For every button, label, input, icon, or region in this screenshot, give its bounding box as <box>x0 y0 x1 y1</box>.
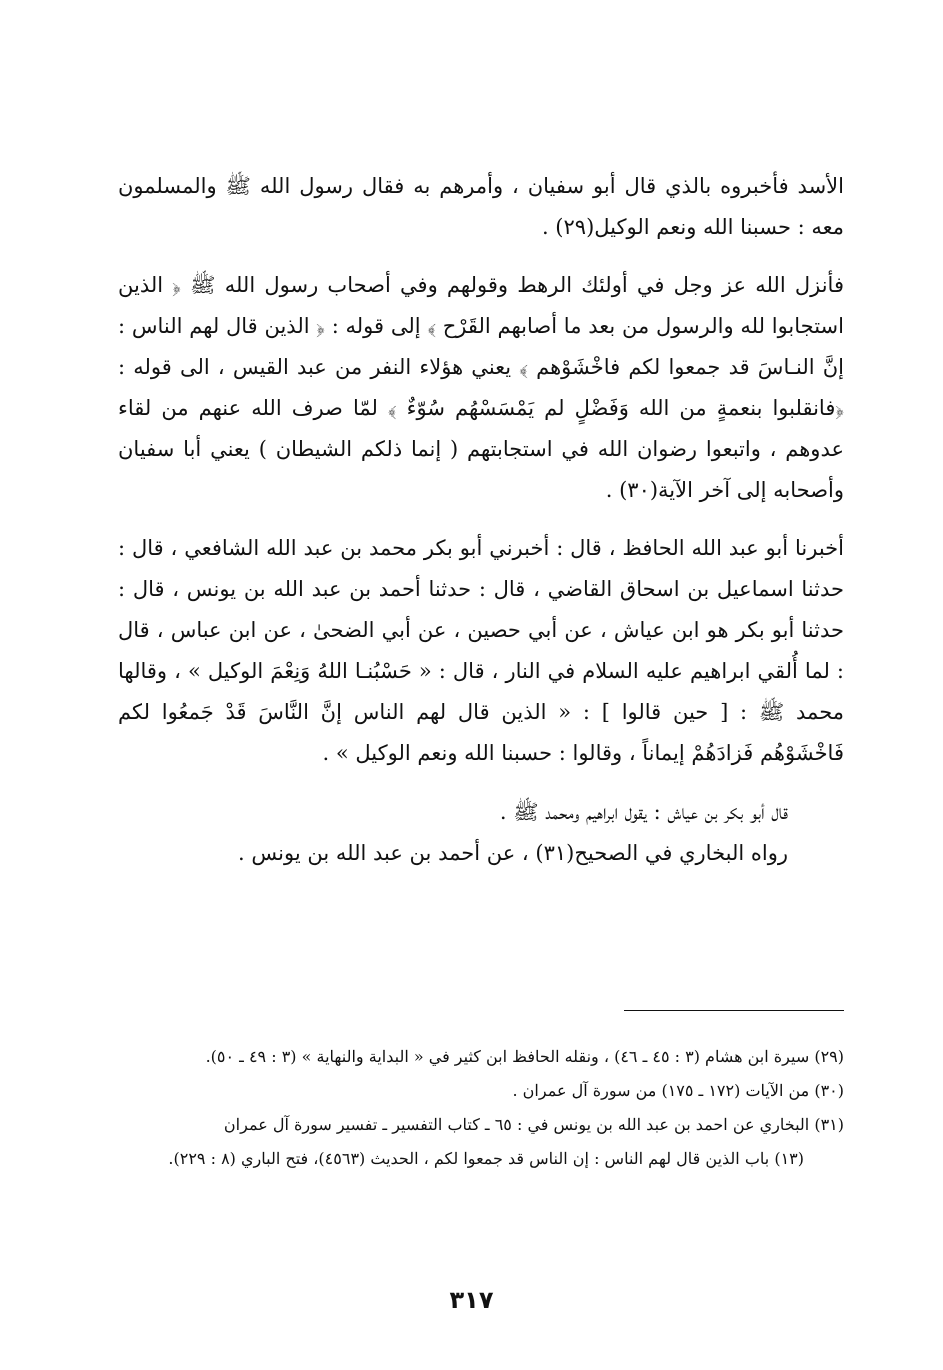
paragraph-2: فأنزل الله عز وجل في أولئك الرهط وقولهم وفي أصحاب رسول الله ﷺ ﴿ الذين استجابوا لله والرسول من بعد ما أصابهم القَرْح ﴾ إلى قوله : ﴿ الذين قال لهم الناس : إنَّ النـاسَ قد جمعوا لكم فاخْشَوْهم ﴾ يعني هؤلاء النفر من عبد القيس ، الى قوله : ﴿فانقلبوا بنعمةٍ من الله وَفَضْلٍ لم يَمْسَسْهُم سُوّءٌ ﴾ لمّا صرف الله عنهم من لقاء عدوهم ، واتبعوا رضوان الله في استجابتهم ( إنما ذلكم الشيطان ) يعني أبا سفيان وأصحابه إلى آخر الآية(٣٠) . <box>118 273 844 502</box>
main-text <box>118 166 844 874</box>
paragraph-3: أخبرنا أبو عبد الله الحافظ ، قال : أخبرني أبو بكر محمد بن عبد الله الشافعي ، قال : حدثنا اسماعيل بن اسحاق القاضي ، قال : حدثنا أحمد بن عبد الله بن يونس ، قال : حدثنا أبو بكر هو ابن عياش ، عن أبي حصين ، عن أبي الضحىٰ ، عن ابن عباس ، قال : لما أُلقي ابراهيم عليه السلام في النار ، قال : « حَسْبُنـا اللهُ وَنِعْمَ الوكيل » ، وقالها محمد ﷺ : [ حين قالوا ] : « الذين قال لهم الناس إنَّ النَّاسَ قَدْ جَمعُوا لكم فَاخْشَوْهُم فَزادَهُمْ إيماناً ، وقالوا : حسبنا الله ونعم الوكيل » . <box>118 536 844 765</box>
footnote-divider <box>624 1010 844 1011</box>
footnote-29: (٢٩) سيرة ابن هشام (٣ : ٤٥ ـ ٤٦) ، ونقله الحافظ ابن كثير في « البداية والنهاية » (٣ : ٤٩ ـ ٥٠). <box>205 1047 844 1066</box>
footnotes <box>118 1040 844 1176</box>
footnote-30: (٣٠) من الآيات (١٧٢ ـ ١٧٥) من سورة آل عمران . <box>512 1081 844 1100</box>
footnote-31-continued: (١٣) باب الذين قال لهم الناس : إن الناس قد جمعوا لكم ، الحديث (٤٥٦٣)، فتح الباري (٨ : ٢٢٩). <box>168 1149 804 1168</box>
page-number: ٣١٧ <box>449 1286 494 1314</box>
paragraph-1: الأسد فأخبروه بالذي قال أبو سفيان ، وأمرهم به فقال رسول الله ﷺ والمسلمون معه : حسبنا الله ونعم الوكيل(٢٩) . <box>118 174 844 239</box>
paragraph-5: رواه البخاري في الصحيح(٣١) ، عن أحمد بن عبد الله بن يونس . <box>238 841 788 865</box>
paragraph-4: قال أبو بكر بن عياش : يقول ابراهيم ومحمد ﷺ . <box>499 800 788 824</box>
footnote-31: (٣١) البخاري عن احمد بن عبد الله بن يونس في : ٦٥ ـ كتاب التفسير ـ تفسير سورة آل عمران <box>223 1115 844 1134</box>
